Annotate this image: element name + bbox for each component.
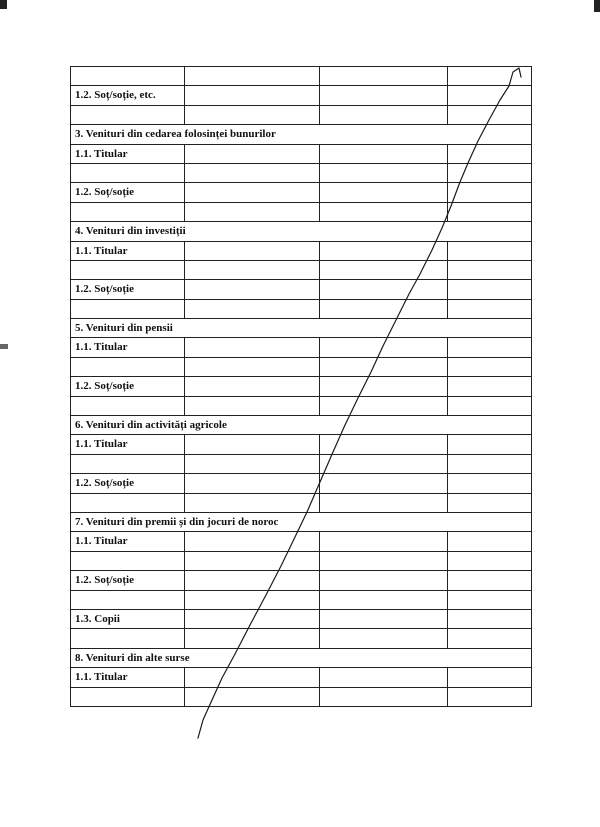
empty-cell	[320, 474, 448, 493]
empty-cell	[320, 629, 448, 648]
empty-cell	[448, 629, 532, 648]
empty-cell	[185, 551, 320, 570]
section-heading: 3. Venituri din cedarea folosinței bunurilor	[71, 125, 532, 144]
scan-corner-mark	[0, 0, 7, 9]
empty-cell	[448, 551, 532, 570]
empty-cell	[448, 67, 532, 86]
empty-cell	[320, 590, 448, 609]
empty-cell	[185, 629, 320, 648]
table-row	[71, 551, 532, 570]
empty-cell	[448, 280, 532, 299]
table-row	[71, 202, 532, 221]
empty-cell	[448, 86, 532, 105]
empty-cell	[320, 493, 448, 512]
empty-cell	[320, 183, 448, 202]
empty-cell	[185, 144, 320, 163]
empty-cell	[185, 338, 320, 357]
empty-cell	[320, 105, 448, 124]
row-label: 1.2. Soț/soție	[71, 377, 185, 396]
empty-cell	[185, 260, 320, 279]
row-label: 1.1. Titular	[71, 668, 185, 687]
empty-cell	[185, 202, 320, 221]
row-label: 1.2. Soț/soție	[71, 474, 185, 493]
scan-edge-mark	[0, 344, 8, 349]
table-row	[71, 609, 532, 628]
empty-cell	[320, 377, 448, 396]
empty-cell	[320, 144, 448, 163]
row-label	[71, 396, 185, 415]
table-row	[71, 571, 532, 590]
row-label	[71, 687, 185, 706]
row-label: 1.1. Titular	[71, 532, 185, 551]
section-heading: 6. Venituri din activități agricole	[71, 416, 532, 435]
table-row	[71, 183, 532, 202]
empty-cell	[185, 590, 320, 609]
empty-cell	[320, 299, 448, 318]
empty-cell	[320, 260, 448, 279]
income-table-body	[71, 67, 532, 707]
empty-cell	[320, 454, 448, 473]
empty-cell	[448, 687, 532, 706]
table-row	[71, 687, 532, 706]
row-label	[71, 454, 185, 473]
empty-cell	[185, 241, 320, 260]
table-row	[71, 493, 532, 512]
empty-cell	[448, 493, 532, 512]
section-heading: 5. Venituri din pensii	[71, 319, 532, 338]
table-row	[71, 105, 532, 124]
empty-cell	[185, 454, 320, 473]
empty-cell	[448, 532, 532, 551]
table-row	[71, 144, 532, 163]
row-label	[71, 629, 185, 648]
empty-cell	[448, 260, 532, 279]
row-label: 1.2. Soț/soție	[71, 183, 185, 202]
section-heading: 4. Venituri din investiții	[71, 222, 532, 241]
table-row	[71, 396, 532, 415]
section-row	[71, 222, 532, 241]
empty-cell	[320, 202, 448, 221]
section-row	[71, 416, 532, 435]
empty-cell	[185, 493, 320, 512]
empty-cell	[448, 396, 532, 415]
row-label: 1.3. Copii	[71, 609, 185, 628]
row-label	[71, 590, 185, 609]
row-label: 1.1. Titular	[71, 144, 185, 163]
empty-cell	[185, 609, 320, 628]
empty-cell	[320, 163, 448, 182]
empty-cell	[185, 687, 320, 706]
empty-cell	[320, 687, 448, 706]
empty-cell	[185, 183, 320, 202]
table-row	[71, 357, 532, 376]
empty-cell	[448, 299, 532, 318]
empty-cell	[185, 67, 320, 86]
empty-cell	[185, 280, 320, 299]
row-label	[71, 357, 185, 376]
empty-cell	[185, 377, 320, 396]
empty-cell	[448, 183, 532, 202]
empty-cell	[320, 338, 448, 357]
table-row	[71, 260, 532, 279]
empty-cell	[448, 105, 532, 124]
empty-cell	[448, 163, 532, 182]
empty-cell	[185, 299, 320, 318]
empty-cell	[185, 163, 320, 182]
empty-cell	[185, 105, 320, 124]
empty-cell	[448, 202, 532, 221]
empty-cell	[185, 86, 320, 105]
row-label	[71, 202, 185, 221]
row-label	[71, 163, 185, 182]
section-heading: 8. Venituri din alte surse	[71, 648, 532, 667]
empty-cell	[448, 241, 532, 260]
table-row	[71, 454, 532, 473]
row-label	[71, 551, 185, 570]
empty-cell	[185, 668, 320, 687]
empty-cell	[448, 668, 532, 687]
empty-cell	[320, 571, 448, 590]
table-row	[71, 532, 532, 551]
row-label: 1.2. Soț/soție	[71, 280, 185, 299]
table-row	[71, 338, 532, 357]
table-row	[71, 86, 532, 105]
empty-cell	[185, 532, 320, 551]
table-row	[71, 299, 532, 318]
table-row	[71, 435, 532, 454]
empty-cell	[448, 474, 532, 493]
empty-cell	[320, 668, 448, 687]
empty-cell	[448, 338, 532, 357]
empty-cell	[185, 435, 320, 454]
table-row	[71, 668, 532, 687]
section-row	[71, 319, 532, 338]
empty-cell	[448, 377, 532, 396]
empty-cell	[320, 609, 448, 628]
empty-cell	[185, 571, 320, 590]
scan-corner-mark	[594, 0, 600, 12]
empty-cell	[320, 86, 448, 105]
empty-cell	[320, 532, 448, 551]
row-label: 1.1. Titular	[71, 435, 185, 454]
empty-cell	[448, 454, 532, 473]
empty-cell	[320, 241, 448, 260]
table-row	[71, 241, 532, 260]
row-label	[71, 260, 185, 279]
section-row	[71, 512, 532, 531]
empty-cell	[320, 551, 448, 570]
empty-cell	[448, 609, 532, 628]
row-label	[71, 493, 185, 512]
empty-cell	[185, 474, 320, 493]
table-row	[71, 629, 532, 648]
empty-cell	[448, 357, 532, 376]
table-row	[71, 377, 532, 396]
empty-cell	[448, 590, 532, 609]
empty-cell	[320, 435, 448, 454]
empty-cell	[185, 396, 320, 415]
section-row	[71, 648, 532, 667]
row-label: 1.1. Titular	[71, 241, 185, 260]
row-label: 1.2. Soț/soție, etc.	[71, 86, 185, 105]
table-row	[71, 474, 532, 493]
table-row	[71, 590, 532, 609]
row-label	[71, 299, 185, 318]
income-table	[70, 66, 532, 707]
empty-cell	[320, 396, 448, 415]
empty-cell	[320, 67, 448, 86]
section-row	[71, 125, 532, 144]
empty-cell	[320, 280, 448, 299]
empty-cell	[320, 357, 448, 376]
table-row	[71, 163, 532, 182]
section-heading: 7. Venituri din premii și din jocuri de noroc	[71, 512, 532, 531]
table-row	[71, 280, 532, 299]
row-label: 1.2. Soț/soție	[71, 571, 185, 590]
empty-cell	[448, 435, 532, 454]
row-label	[71, 105, 185, 124]
row-label	[71, 67, 185, 86]
empty-cell	[448, 144, 532, 163]
empty-cell	[448, 571, 532, 590]
row-label: 1.1. Titular	[71, 338, 185, 357]
empty-cell	[185, 357, 320, 376]
table-row	[71, 67, 532, 86]
